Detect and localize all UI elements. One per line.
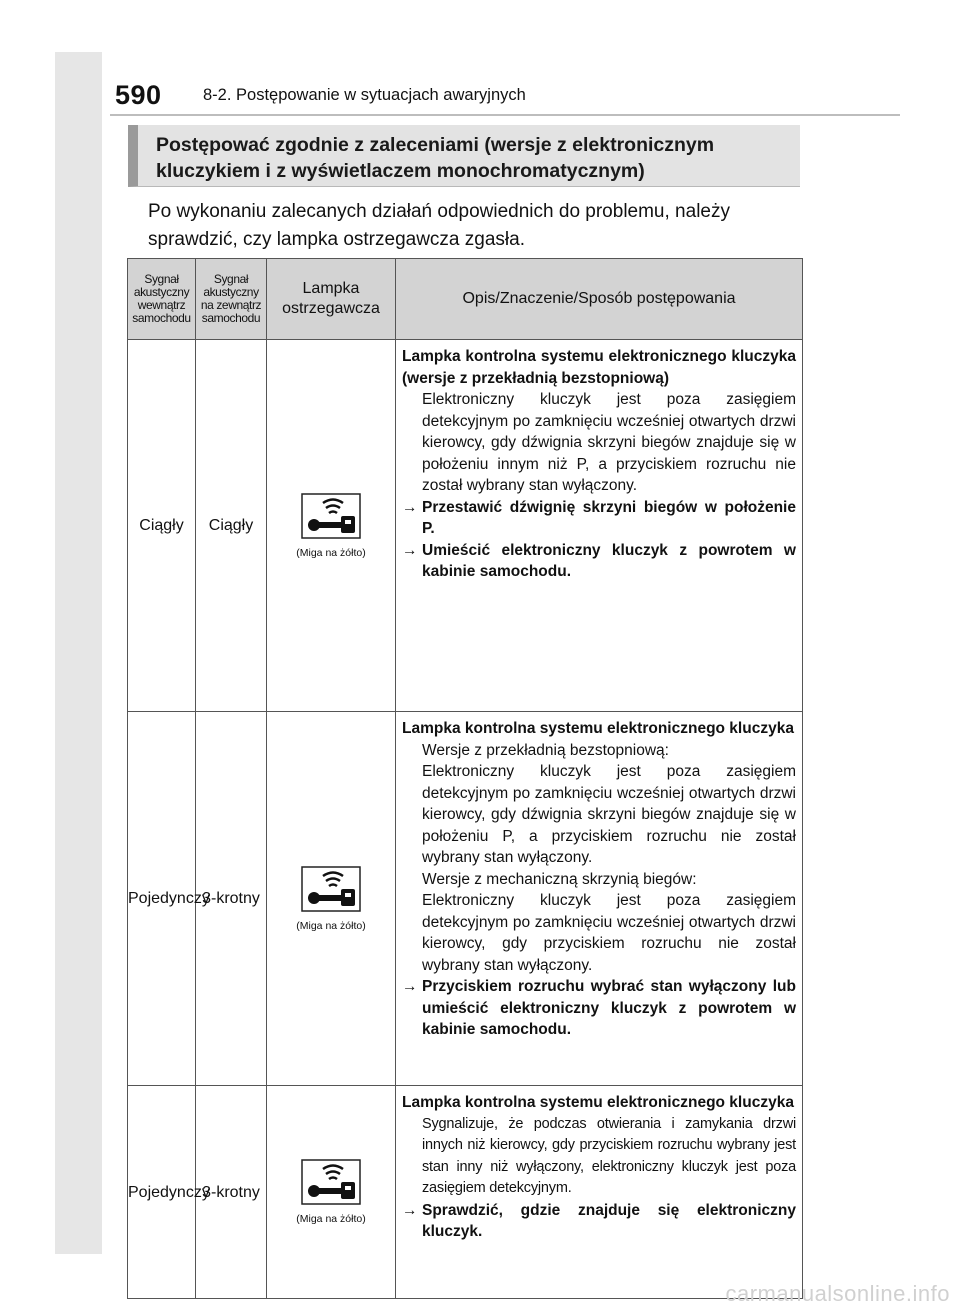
title-line-2: kluczykiem i z wyświetlaczem monochromatycznym) [156, 160, 645, 182]
description-heading: Lampka kontrolna systemu elektronicznego kluczyka (wersje z przekładnią bezstopniową) [402, 348, 796, 387]
smart-key-warning-icon [301, 493, 361, 539]
header-outside-buzzer: Sygnał akustyczny na zewnątrz samochodu [196, 259, 267, 340]
arrow-icon: → [402, 1201, 418, 1219]
intro-line-1: Po wykonaniu zalecanych działań odpowiednich do problemu, należy [148, 201, 730, 222]
intro-line-2: sprawdzić, czy lampka ostrzegawcza zgasła. [148, 229, 525, 250]
action-item: → Przyciskiem rozruchu wybrać stan wyłączony lub umieścić elektroniczny kluczyk z powrotem w kabinie samochodu. [402, 978, 796, 1038]
header-warning-light: Lampka ostrzegawcza [267, 259, 396, 340]
description-body: Elektroniczny kluczyk jest poza zasięgiem detekcyjnym po zamknięciu wcześniej otwartych drzwi kierowcy, gdy dźwignia skrzyni biegów znajduje się w położeniu innym niż P, a przyciskiem rozruchu nie został wybrany stan wyłączony. [422, 391, 796, 494]
title-box [128, 125, 800, 187]
description-subheading: Wersje z mechaniczną skrzynią biegów: [422, 870, 697, 888]
side-tab-bar [55, 52, 102, 1254]
description-body: Elektroniczny kluczyk jest poza zasięgiem detekcyjnym po zamknięciu wcześniej otwartych drzwi kierowcy, gdy dźwignia skrzyni biegów znajduje się w położeniu P, a przyciskiem rozruchu nie został wybrany stan wyłączony. [422, 763, 796, 866]
page-number: 590 [115, 80, 162, 110]
header-rule [110, 114, 900, 116]
section-title: 8-2. Postępowanie w sytuacjach awaryjnych [203, 86, 526, 104]
description-cell [396, 340, 803, 712]
lamp-caption: (Miga na żółto) [296, 546, 366, 559]
table-header-row [128, 259, 803, 340]
description-cell [396, 712, 803, 1086]
inside-buzzer-cell: Pojedynczy [128, 712, 196, 1086]
description-heading: Lampka kontrolna systemu elektronicznego kluczyka [402, 720, 794, 737]
description-cell [396, 1086, 803, 1299]
header-description: Opis/Znaczenie/Sposób postępowania [396, 259, 803, 340]
warning-light-cell [267, 1086, 396, 1299]
inside-buzzer-cell: Ciągły [128, 340, 196, 712]
arrow-icon: → [402, 498, 418, 516]
title-text [156, 132, 714, 184]
warning-light-cell [267, 340, 396, 712]
title-line-1: Postępować zgodnie z zaleceniami (wersje z elektronicznym [156, 134, 715, 156]
description-heading: Lampka kontrolna systemu elektronicznego kluczyka [402, 1094, 794, 1111]
arrow-icon: → [402, 541, 418, 559]
description-subheading: Wersje z przekładnią bezstopniową: [422, 741, 669, 759]
outside-buzzer-cell: 3-krotny [196, 712, 267, 1086]
smart-key-warning-icon [301, 1159, 361, 1205]
inside-buzzer-cell: Pojedynczy [128, 1086, 196, 1299]
warning-table [127, 258, 803, 1299]
lamp-caption: (Miga na żółto) [296, 1213, 366, 1225]
table-row [128, 1086, 803, 1299]
watermark: carmanualsonline.info [725, 1281, 950, 1306]
lamp-caption: (Miga na żółto) [296, 919, 366, 932]
arrow-icon: → [402, 978, 418, 995]
action-item: → Przestawić dźwignię skrzyni biegów w położenie P. [402, 498, 796, 537]
outside-buzzer-cell: Ciągły [196, 340, 267, 712]
intro-paragraph [148, 198, 803, 254]
description-body: Elektroniczny kluczyk jest poza zasięgiem detekcyjnym po zamknięciu wcześniej otwartych drzwi kierowcy, gdy przyciskiem rozruchu nie został wybrany stan wyłączony. [422, 892, 796, 974]
action-item: → Sprawdzić, gdzie znajduje się elektroniczny kluczyk. [402, 1201, 796, 1240]
table-row [128, 340, 803, 712]
action-item: → Umieścić elektroniczny kluczyk z powrotem w kabinie samochodu. [402, 541, 796, 580]
warning-light-cell [267, 712, 396, 1086]
smart-key-warning-icon [301, 866, 361, 912]
description-body: Sygnalizuje, że podczas otwierania i zamykania drzwi innych niż kierowcy, gdy przyciskiem rozruchu wybrany jest stan inny niż wyłączony, elektroniczny kluczyk jest poza zasięgiem detekcyjnym. [422, 1115, 796, 1196]
header-inside-buzzer: Sygnał akustyczny wewnątrz samochodu [128, 259, 196, 340]
outside-buzzer-cell: 3-krotny [196, 1086, 267, 1299]
table-row [128, 712, 803, 1086]
page-header [110, 78, 900, 118]
